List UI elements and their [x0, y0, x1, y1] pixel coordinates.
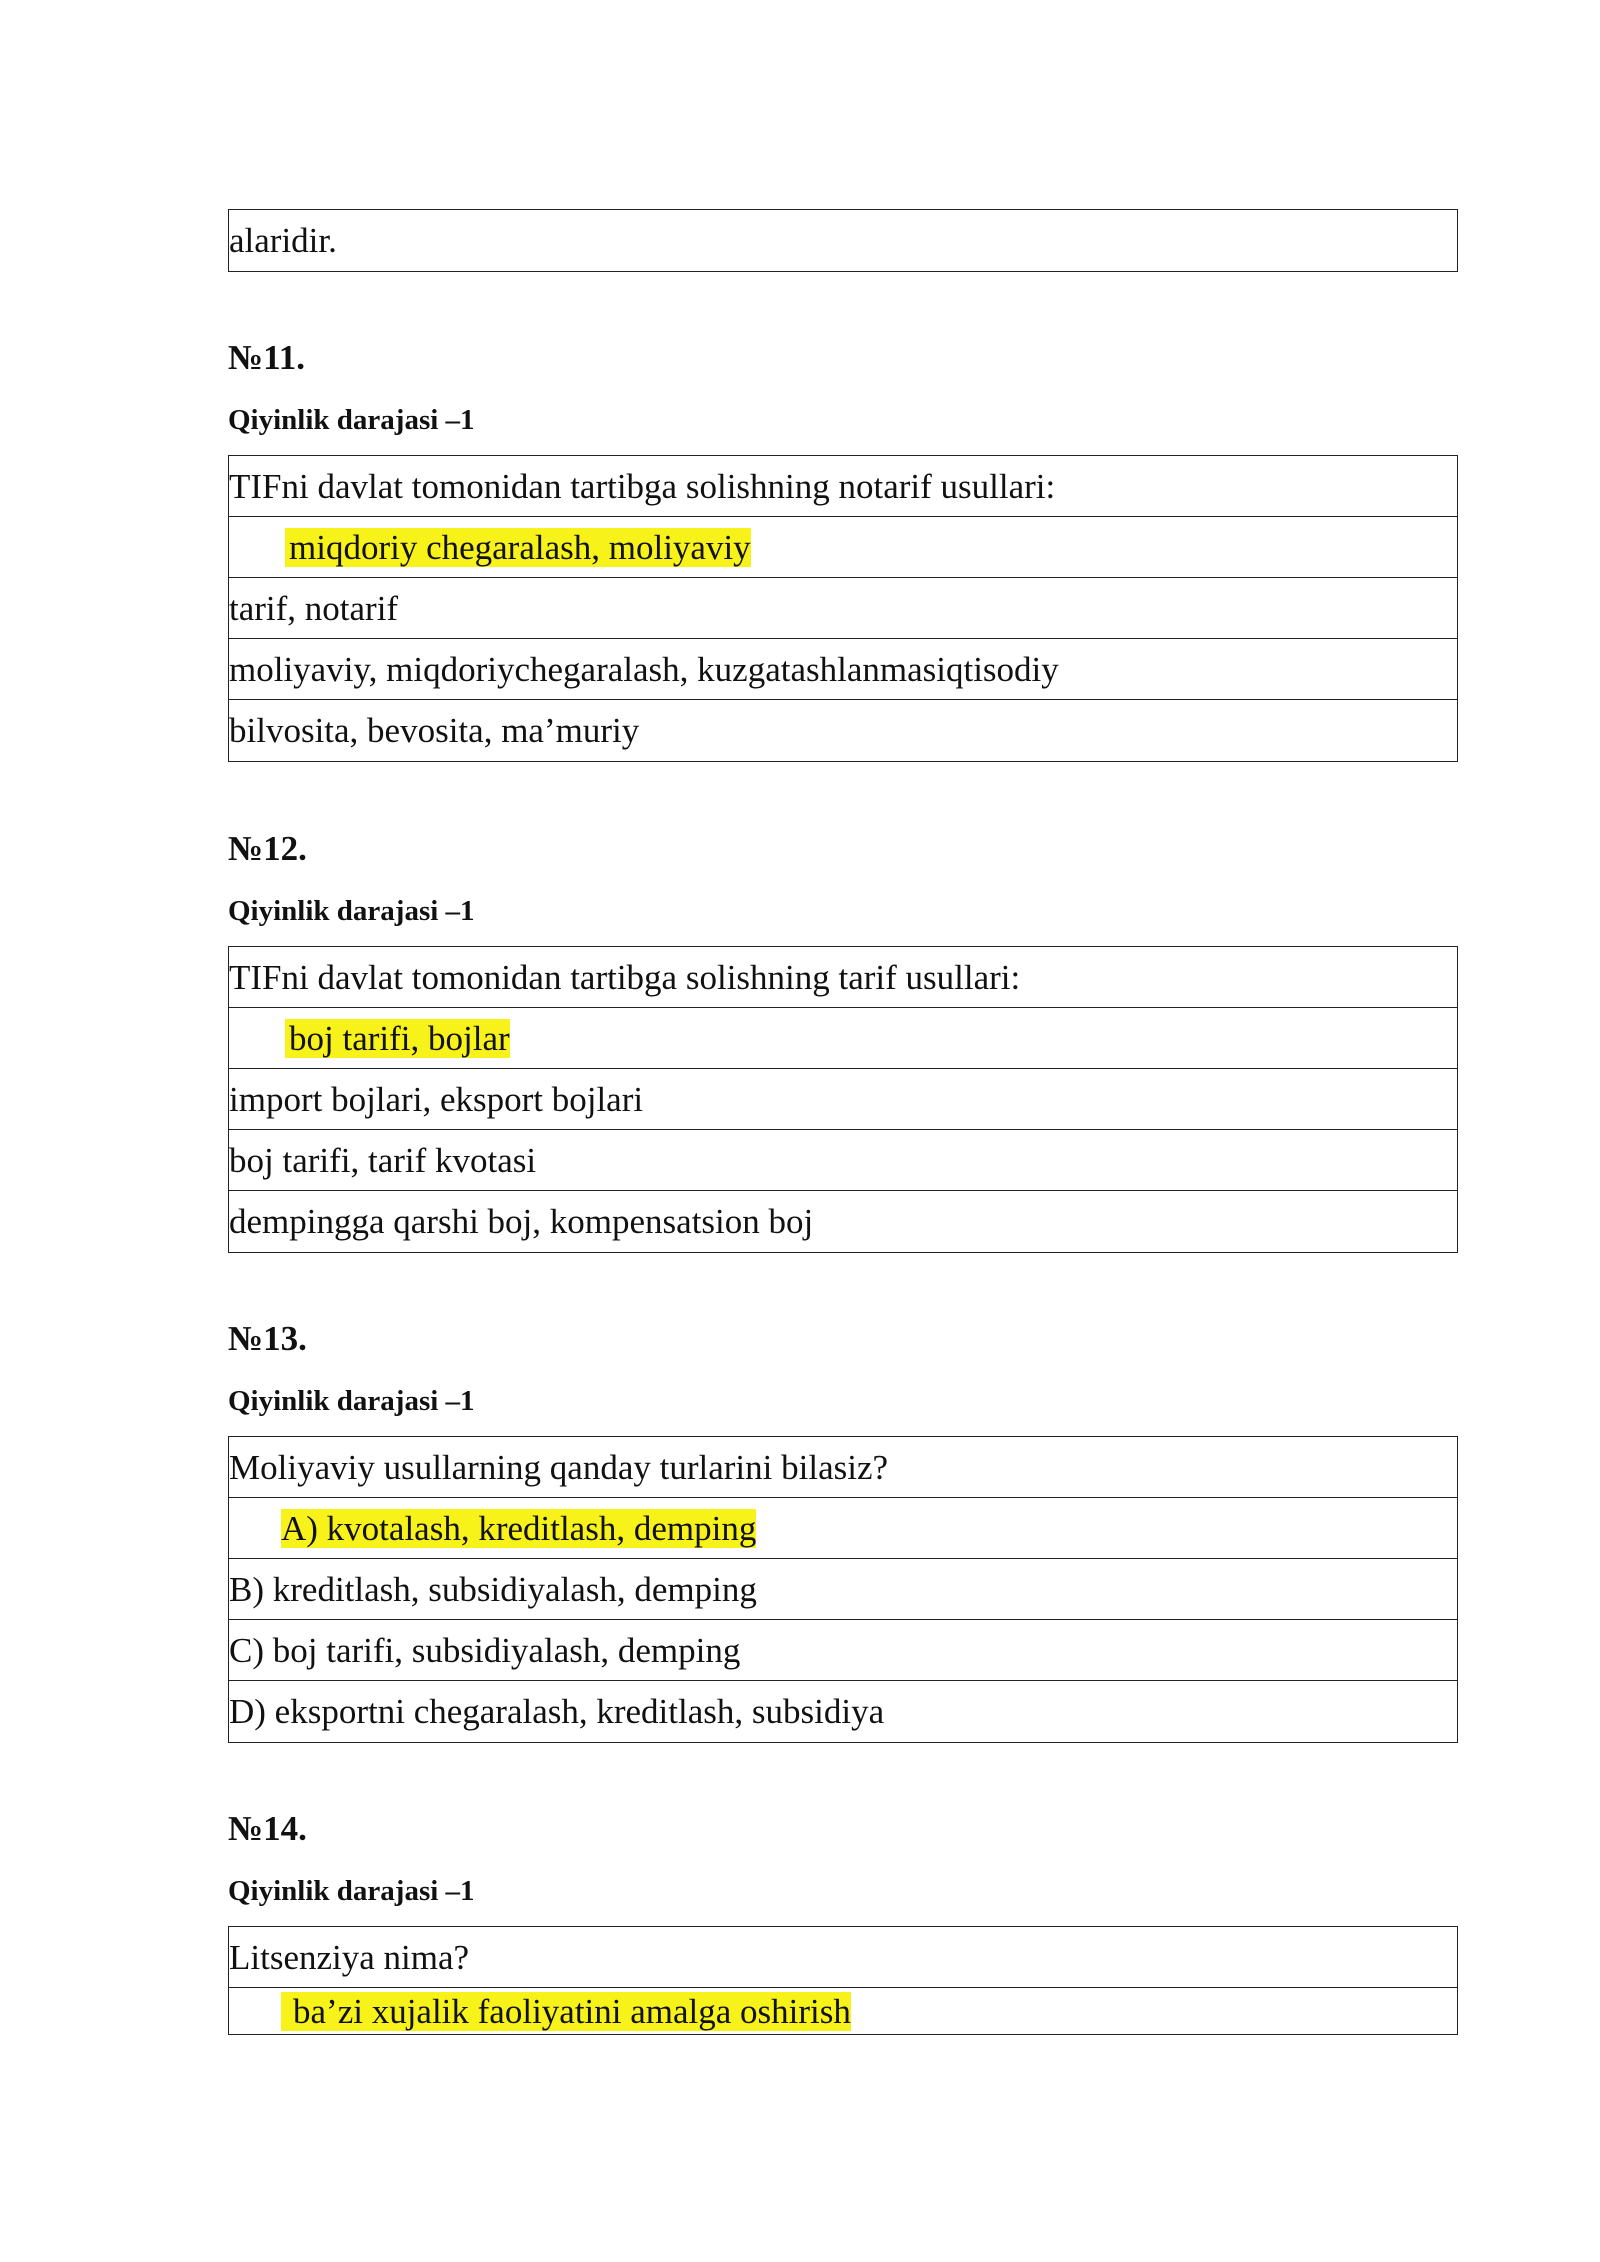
- answer-text-highlighted: miqdoriy chegaralash, moliyaviy: [285, 528, 751, 567]
- answer-text: bilvosita, bevosita, ma’muriy: [229, 711, 640, 750]
- question-text: Litsenziya nima?: [229, 1937, 470, 1977]
- question-number-12: №12.: [228, 829, 307, 868]
- difficulty-level-14: Qiyinlik darajasi –1: [228, 1875, 475, 1907]
- answer-text: D) eksportni chegaralash, kreditlash, subsidiya: [229, 1692, 885, 1731]
- answer-row-correct[interactable]: [229, 1008, 1457, 1069]
- difficulty-level-11: Qiyinlik darajasi –1: [228, 404, 475, 436]
- question-text: TIFni davlat tomonidan tartibga solishning notarif usullari:: [229, 466, 1056, 506]
- answer-row-correct[interactable]: [229, 517, 1457, 578]
- answer-text: moliyaviy, miqdoriychegaralash, kuzgatashlanmasiqtisodiy: [229, 649, 1059, 689]
- question-text: Moliyaviy usullarning qanday turlarini bilasiz?: [229, 1447, 889, 1487]
- answer-row[interactable]: [229, 1191, 1457, 1252]
- question-text: TIFni davlat tomonidan tartibga solishning tarif usullari:: [229, 957, 1021, 997]
- answer-text: import bojlari, eksport bojlari: [229, 1079, 644, 1119]
- question-number-11: №11.: [228, 338, 305, 377]
- answer-text-highlighted: boj tarifi, bojlar: [285, 1019, 510, 1058]
- answer-row-correct[interactable]: [229, 1498, 1457, 1559]
- continuation-text: alaridir.: [229, 221, 337, 260]
- question-number-13: №13.: [228, 1319, 307, 1358]
- question-table-11: [228, 455, 1458, 762]
- answer-row[interactable]: [229, 700, 1457, 761]
- answer-row[interactable]: [229, 1130, 1457, 1191]
- answer-text: boj tarifi, tarif kvotasi: [229, 1140, 537, 1180]
- answer-text: B) kreditlash, subsidiyalash, demping: [229, 1569, 757, 1609]
- answer-text: tarif, notarif: [229, 588, 399, 628]
- question-text-row: [229, 1927, 1457, 1988]
- answer-row[interactable]: [229, 1620, 1457, 1681]
- question-text-row: [229, 947, 1457, 1008]
- difficulty-level-12: Qiyinlik darajasi –1: [228, 895, 475, 927]
- answer-row[interactable]: [229, 639, 1457, 700]
- answer-row[interactable]: [229, 1681, 1457, 1742]
- question-table-14: [228, 1926, 1458, 2035]
- answer-row[interactable]: [229, 578, 1457, 639]
- continuation-table: [228, 209, 1458, 272]
- answer-row[interactable]: [229, 1559, 1457, 1620]
- answer-row-correct[interactable]: [229, 1988, 1457, 2034]
- answer-text-highlighted: ba’zi xujalik faoliyatini amalga oshirish: [281, 1992, 851, 2031]
- continuation-row: [229, 210, 1457, 271]
- answer-row[interactable]: [229, 1069, 1457, 1130]
- difficulty-level-13: Qiyinlik darajasi –1: [228, 1385, 475, 1417]
- question-number-14: №14.: [228, 1809, 307, 1848]
- question-text-row: [229, 456, 1457, 517]
- answer-text: dempingga qarshi boj, kompensatsion boj: [229, 1202, 814, 1241]
- question-text-row: [229, 1437, 1457, 1498]
- answer-text: C) boj tarifi, subsidiyalash, demping: [229, 1630, 741, 1670]
- question-table-12: [228, 946, 1458, 1253]
- answer-text-highlighted: A) kvotalash, kreditlash, demping: [281, 1508, 757, 1548]
- question-table-13: [228, 1436, 1458, 1743]
